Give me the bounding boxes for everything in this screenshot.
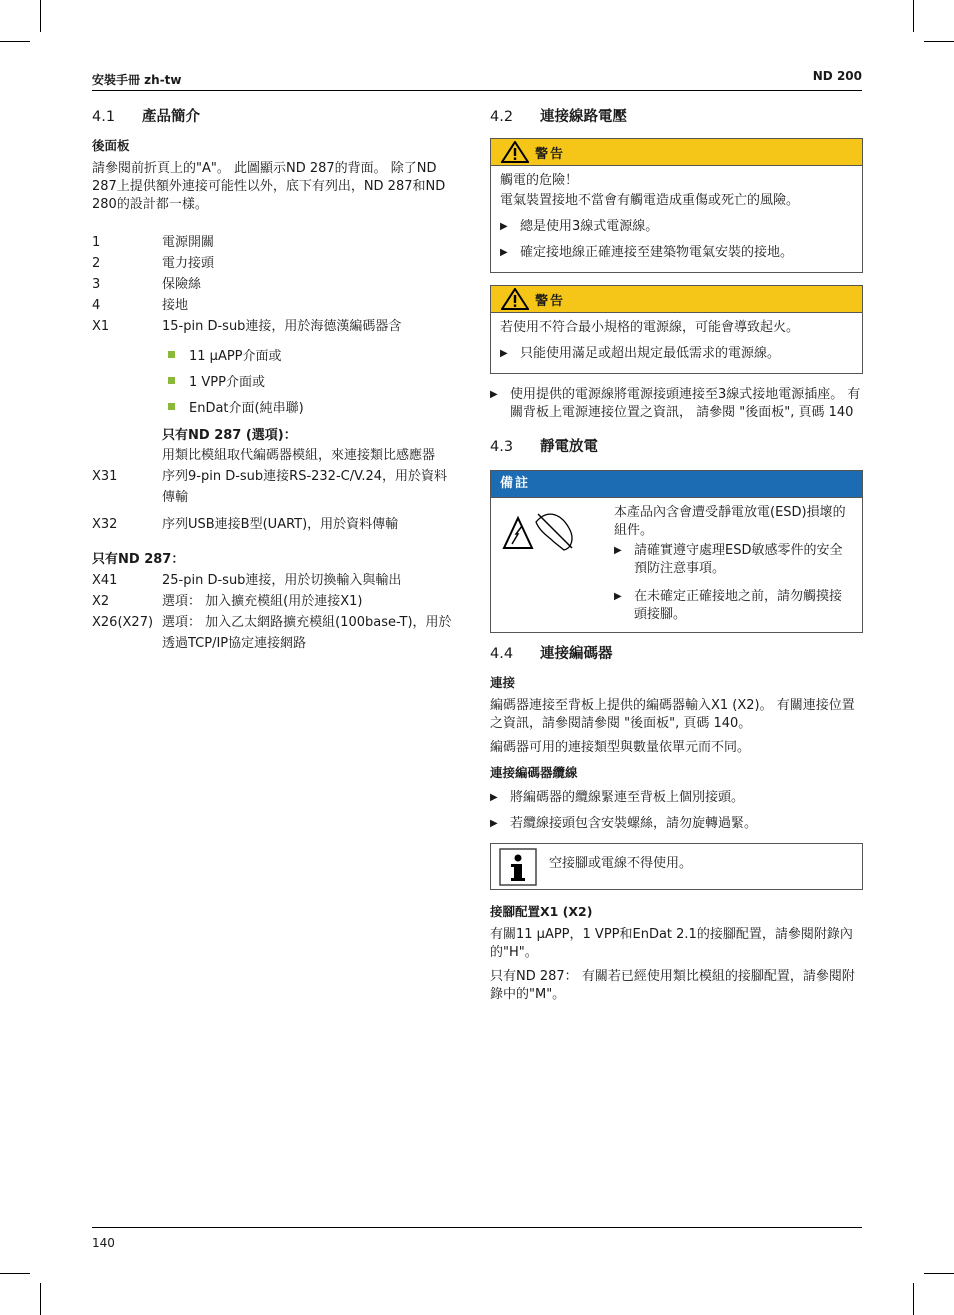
warning-body — [491, 313, 862, 373]
crop-mark — [913, 1283, 914, 1315]
step-item: ▶ 確定接地線正確連接至建築物電氣安裝的接地。 — [500, 245, 794, 260]
body-text: 有關11 µAPP，1 VPP和EnDat 2.1的接腳配置，請參閱附錄內的"H"。 — [490, 927, 853, 960]
list-item: 4 接地 — [92, 298, 189, 313]
crop-mark — [40, 0, 41, 32]
warning-triangle-icon — [501, 141, 529, 163]
crop-mark — [924, 41, 954, 42]
rear-panel-list — [92, 232, 454, 337]
note-body — [491, 498, 862, 632]
warning-header — [491, 139, 862, 166]
body-text: 只有ND 287： 有關若已經使用類比模組的接腳配置，請參閱附錄中的"M"。 — [490, 969, 855, 1002]
crop-mark — [40, 1283, 41, 1315]
list-item: X41 25-pin D-sub連接，用於切換輸入與輸出 — [92, 573, 402, 588]
bullet-item: 1 VPP介面或 — [162, 367, 454, 393]
arrow-icon: ▶ — [500, 247, 508, 258]
step-item: ▶ 只能使用滿足或超出規定最低需求的電源線。 — [500, 346, 781, 361]
subheading: 後面板 — [92, 138, 130, 153]
note-text: 本產品內含會遭受靜電放電(ESD)損壞的組件。 — [614, 505, 846, 538]
crop-mark — [0, 41, 30, 42]
list-item: 3 保險絲 — [92, 277, 202, 292]
list-item: 1 電源開關 — [92, 235, 215, 250]
crop-mark — [913, 0, 914, 32]
bullet-item: EnDat介面(純串聯) — [162, 393, 454, 419]
crop-mark — [0, 1273, 30, 1274]
bullet-square-icon — [168, 403, 175, 410]
bullet-square-icon — [168, 351, 175, 358]
arrow-icon: ▶ — [490, 818, 498, 829]
warning-line: 電氣裝置接地不當會有觸電造成重傷或死亡的風險。 — [500, 193, 800, 208]
list-item: X32 序列USB連接B型(UART)，用於資料傳輸 — [92, 517, 399, 532]
page-header — [92, 68, 862, 91]
arrow-icon: ▶ — [490, 792, 498, 803]
arrow-icon: ▶ — [614, 545, 622, 556]
arrow-icon: ▶ — [500, 348, 508, 359]
section-heading: 4.3 靜電放電 — [490, 439, 598, 455]
note-box — [490, 470, 863, 633]
header-title: 安裝手冊 zh-tw — [92, 73, 182, 87]
warning-label: 警告 — [535, 293, 566, 309]
list-item: X2 選項： 加入擴充模組(用於連接X1) — [92, 594, 363, 609]
body-text: 編碼器連接至背板上提供的編碼器輸入X1 (X2)。 有關連接位置之資訊，請參閱請參閱 "後面板", 頁碼 140。 — [490, 698, 855, 731]
arrow-icon: ▶ — [500, 221, 508, 232]
step-item: ▶ 總是使用3線式電源線。 — [500, 219, 659, 234]
page-footer — [92, 1227, 862, 1250]
body-text: 編碼器可用的連接類型與數量依單元而不同。 — [490, 740, 751, 755]
warning-box — [490, 285, 863, 374]
header-product: ND 200 — [812, 69, 862, 83]
warning-line: 觸電的危險！ — [500, 173, 579, 188]
list-item: X26(X27) 選項： 加入乙太網路擴充模組(100base-T)，用於透過TCP/IP協定連接網路 — [92, 615, 452, 651]
list-item: 2 電力接頭 — [92, 256, 215, 271]
warning-box — [490, 138, 863, 273]
option-text: 用類比模組取代編碼器模組，來連接類比感應器 — [162, 448, 436, 463]
left-column — [92, 108, 454, 654]
warning-line: 若使用不符合最小規格的電源線，可能會導致起火。 — [500, 320, 800, 335]
warning-body — [491, 166, 862, 272]
subheading: 連接編碼器纜線 — [490, 765, 578, 780]
step-item: ▶ 請確實遵守處理ESD敏感零件的安全預防注意事項。 — [614, 543, 843, 576]
crop-mark — [924, 1273, 954, 1274]
right-column — [490, 108, 863, 1010]
info-box — [490, 843, 863, 890]
list-item: X1 15-pin D-sub連接，用於海德漢編碼器含 — [92, 319, 402, 334]
step-item: ▶ 使用提供的電源線將電源接頭連接至3線式接地電源插座。 有關背板上電源連接位置之資訊， 請參閱 "後面板", 頁碼 140 — [490, 387, 861, 420]
arrow-icon: ▶ — [614, 591, 622, 602]
info-icon — [491, 844, 549, 889]
warning-label: 警告 — [535, 146, 566, 162]
intro-text: 請參閱前折頁上的"A"。 此圖顯示ND 287的背面。 除了ND 287上提供額外連接可能性以外，底下有列出，ND 287和ND 280的設計都一樣。 — [92, 161, 446, 212]
step-item: ▶ 若纜線接頭包含安裝螺絲，請勿旋轉過緊。 — [490, 816, 758, 831]
section-heading: 4.4 連接編碼器 — [490, 646, 613, 662]
warning-header — [491, 286, 862, 313]
page-number: 140 — [92, 1236, 115, 1250]
step-item: ▶ 將編碼器的纜線緊連至背板上個別接頭。 — [490, 790, 745, 805]
bullet-item: 11 µAPP介面或 — [162, 341, 454, 367]
section-heading: 4.1 產品簡介 — [92, 109, 200, 125]
subheading: 接腳配置X1 (X2) — [490, 904, 593, 919]
note-label: 備註 — [491, 471, 862, 498]
bullet-square-icon — [168, 377, 175, 384]
step-item: ▶ 在未確定正確接地之前，請勿觸摸接頭接腳。 — [614, 589, 843, 622]
info-text: 空接腳或電線不得使用。 — [549, 856, 693, 871]
nd287-heading: 只有ND 287： — [92, 552, 185, 567]
warning-triangle-icon — [501, 288, 529, 310]
list-item: X31 序列9-pin D-sub連接RS-232-C/V.24，用於資料傳輸 — [92, 469, 447, 505]
esd-warning-icon — [500, 504, 610, 564]
subheading: 連接 — [490, 675, 516, 690]
option-heading: 只有ND 287 (選項)： — [162, 428, 297, 443]
section-heading: 4.2 連接線路電壓 — [490, 109, 627, 125]
arrow-icon: ▶ — [490, 389, 498, 400]
